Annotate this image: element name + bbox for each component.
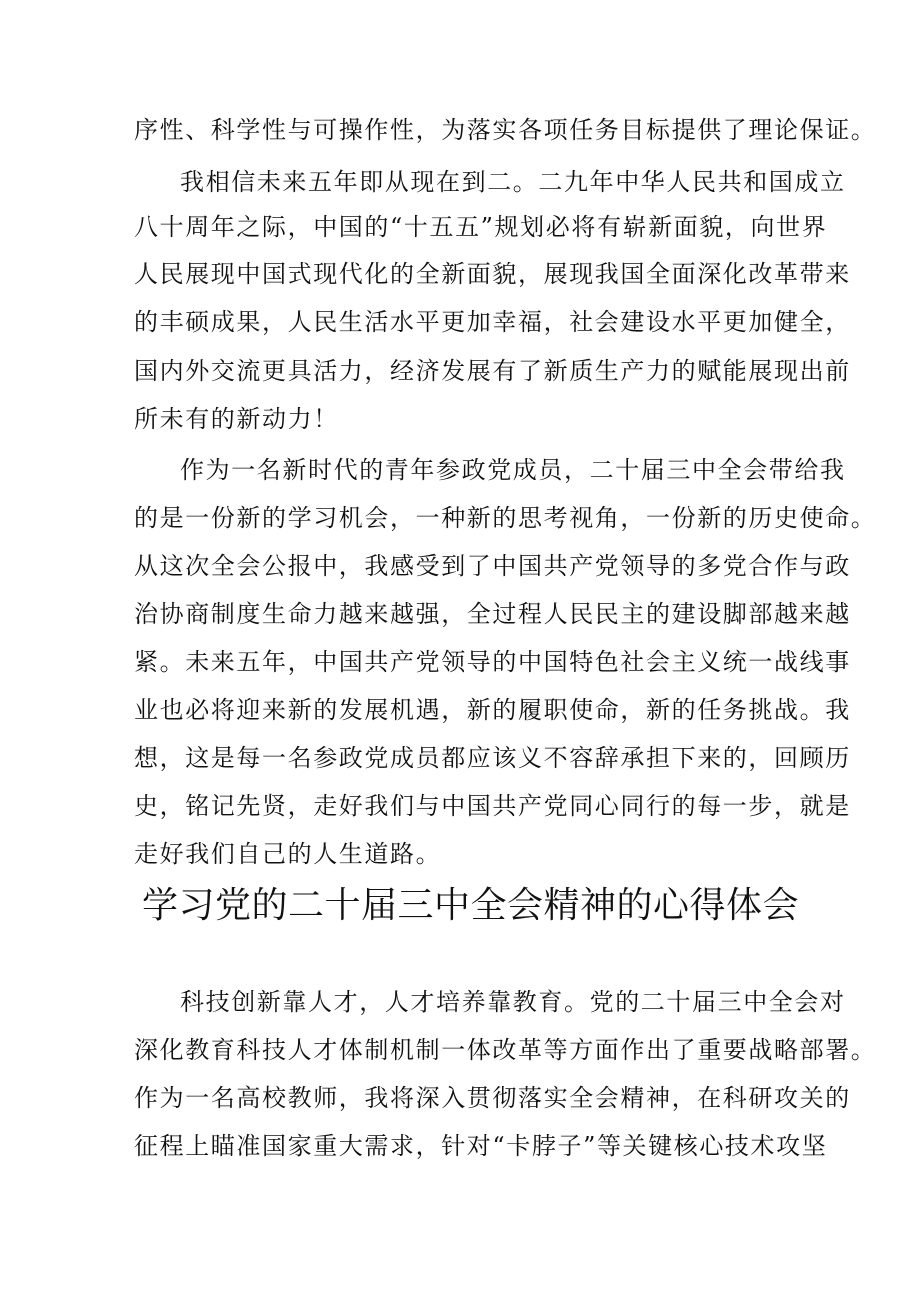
paragraph-line: 序性、科学性与可操作性，为落实各项任务目标提供了理论保证。 [134, 116, 877, 144]
paragraph-line: 史，铭记先贤，走好我们与中国共产党同心同行的每一步，就是 [134, 792, 851, 820]
paragraph-line: 征程上瞄准国家重大需求，针对“卡脖子”等关键核心技术攻坚 [134, 1132, 828, 1160]
paragraph-line: 我相信未来五年即从现在到二。二九年中华人民共和国成立 [180, 168, 846, 196]
paragraph-line: 所未有的新动力！ [134, 405, 339, 433]
paragraph-line: 的丰硕成果，人民生活水平更加幸福，社会建设水平更加健全， [134, 308, 851, 336]
paragraph-line: 深化教育科技人才体制机制一体改革等方面作出了重要战略部署。 [134, 1036, 877, 1064]
paragraph-line: 业也必将迎来新的发展机遇，新的履职使命，新的任务挑战。我 [134, 696, 851, 724]
paragraph-line: 国内外交流更具活力，经济发展有了新质生产力的赋能展现出前 [134, 357, 851, 385]
paragraph-line: 紧。未来五年，中国共产党领导的中国特色社会主义统一战线事 [134, 648, 851, 676]
paragraph-line: 科技创新靠人才，人才培养靠教育。党的二十届三中全会对 [180, 988, 846, 1016]
paragraph-line: 人民展现中国式现代化的全新面貌，展现我国全面深化改革带来 [134, 260, 851, 288]
section-title: 学习党的二十届三中全会精神的心得体会 [142, 885, 800, 926]
paragraph-line: 想，这是每一名参政党成员都应该义不容辞承担下来的，回顾历 [134, 744, 851, 772]
paragraph-line: 治协商制度生命力越来越强，全过程人民民主的建设脚部越来越 [134, 600, 851, 628]
paragraph-line: 八十周年之际，中国的“十五五”规划必将有崭新面貌，向世界 [134, 213, 828, 241]
paragraph-line: 作为一名高校教师，我将深入贯彻落实全会精神，在科研攻关的 [134, 1084, 851, 1112]
paragraph-line: 作为一名新时代的青年参政党成员，二十届三中全会带给我 [180, 456, 846, 484]
paragraph-line: 走好我们自己的人生道路。 [134, 840, 442, 868]
paragraph-line: 从这次全会公报中，我感受到了中国共产党领导的多党合作与政 [134, 552, 851, 580]
paragraph-line: 的是一份新的学习机会，一种新的思考视角，一份新的历史使命。 [134, 504, 877, 532]
